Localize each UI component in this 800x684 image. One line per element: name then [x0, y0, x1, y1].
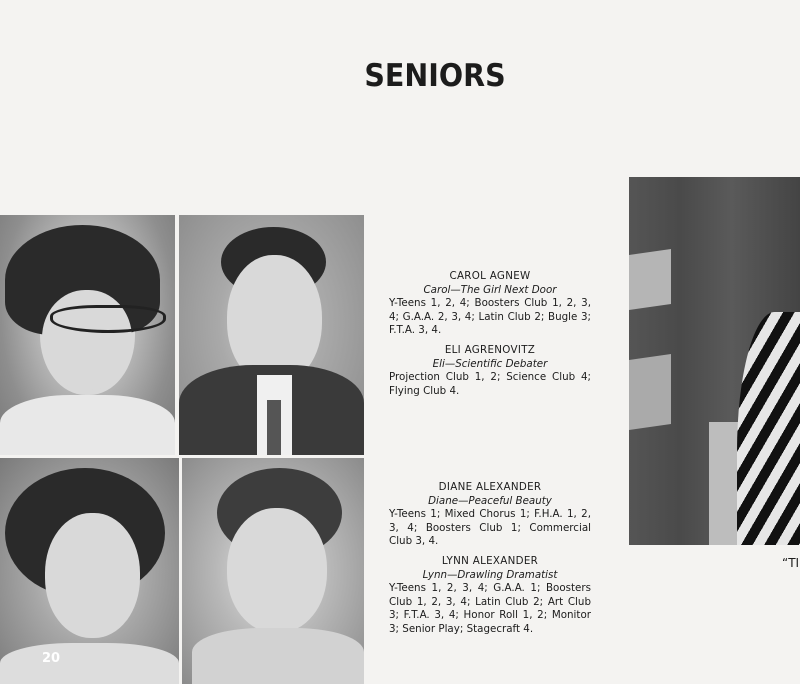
photo-caption: “TI [782, 556, 800, 570]
senior-entry [389, 270, 591, 338]
portrait-eli-agrenovitz [179, 215, 364, 455]
page-title: SENIORS [364, 58, 506, 94]
candid-photo [629, 177, 800, 545]
senior-name: LYNN ALEXANDER [441, 555, 539, 567]
senior-activities: Y-Teens 1; Mixed Chorus 1; F.H.A. 1, 2, 3, 4; Boosters Club 1; Commercial Club 3, 4. [389, 508, 591, 547]
page-number: 20 [42, 651, 61, 666]
senior-name: DIANE ALEXANDER [438, 481, 542, 493]
senior-activities: Y-Teens 1, 2, 4; Boosters Club 1, 2, 3, 4; G.A.A. 2, 3, 4; Latin Club 2; Bugle 3; F.T.A. 3, 4. [389, 297, 591, 336]
senior-name: ELI AGRENOVITZ [444, 344, 536, 356]
senior-entry [389, 555, 591, 636]
senior-nickname: Diane—Peaceful Beauty [428, 494, 552, 507]
glasses-icon [50, 305, 166, 333]
portrait-diane-alexander [0, 458, 179, 684]
senior-entry [389, 344, 591, 398]
senior-name: CAROL AGNEW [449, 270, 531, 282]
senior-nickname: Carol—The Girl Next Door [423, 283, 557, 296]
senior-activities: Projection Club 1, 2; Science Club 4; Flying Club 4. [389, 371, 591, 397]
senior-nickname: Lynn—Drawling Dramatist [422, 568, 558, 581]
senior-activities: Y-Teens 1, 2, 3, 4; G.A.A. 1; Boosters Club 1, 2, 3, 4; Latin Club 2; Art Club 3; F.T.A. 3, 4; Honor Roll 1, 2; Monitor 3; Senior Play; Stagecraft 4. [389, 582, 591, 635]
senior-entry [389, 481, 591, 549]
senior-nickname: Eli—Scientific Debater [432, 357, 548, 370]
portrait-carol-agnew [0, 215, 175, 455]
portrait-lynn-alexander [182, 458, 364, 684]
